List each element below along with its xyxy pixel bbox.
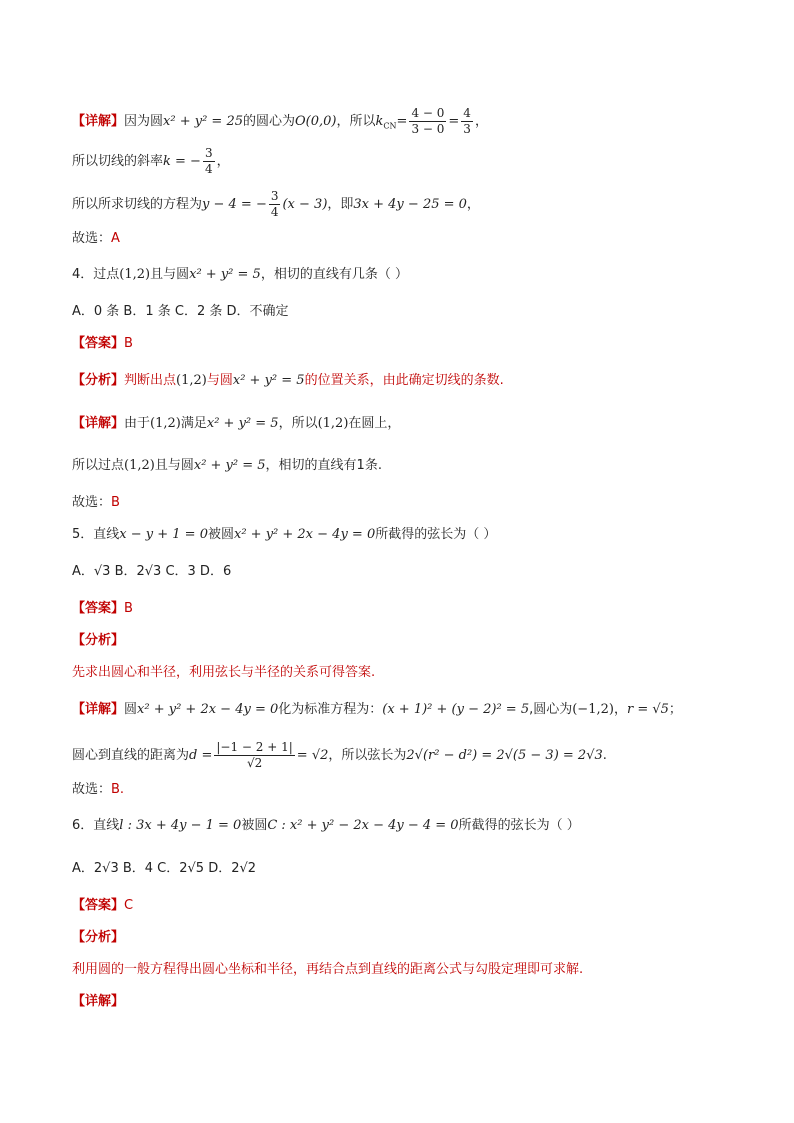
slope-subscript: CN — [383, 121, 397, 131]
standard-equation: (x + 1)² + (y − 2)² = 5 — [382, 702, 530, 717]
text: 故选： — [72, 782, 112, 797]
text: 且与圆 — [150, 267, 190, 282]
text: ，所以弦长为 — [328, 748, 407, 763]
text: ， — [474, 114, 488, 129]
text: ，所以 — [336, 114, 376, 129]
fraction — [461, 106, 473, 137]
text: 圆 — [124, 702, 138, 717]
text: ，相切的直线有几条（ ） — [260, 267, 408, 282]
question-4 — [72, 266, 408, 284]
text: 圆心到直线的距离为 — [72, 748, 190, 763]
text: 在圆上， — [348, 416, 401, 431]
text: ； — [668, 702, 682, 717]
answer-line — [72, 335, 133, 353]
denominator: 4 — [270, 205, 279, 219]
tangent-equation: y − 4 = − — [202, 197, 267, 212]
point: (1,2) — [176, 373, 207, 388]
circle-equation: x² + y² = 5 — [232, 373, 305, 388]
fraction — [269, 189, 281, 220]
denominator: 3 — [463, 122, 471, 136]
question-6-options — [72, 860, 256, 878]
answer-tag: 【答案】 — [72, 601, 125, 616]
text: 被圆 — [241, 818, 268, 833]
text: 因为圆 — [124, 114, 164, 129]
answer-tag: 【答案】 — [72, 336, 125, 351]
text: ，所以 — [278, 416, 318, 431]
detail-line — [72, 701, 682, 719]
numerator: 3 — [204, 146, 213, 160]
text: ，即 — [327, 197, 354, 212]
text: 所截得的弦长为（ ） — [375, 527, 497, 542]
text: ， — [466, 197, 480, 212]
numerator: |−1 − 2 + 1| — [216, 740, 293, 754]
center-point: O(0,0) — [295, 114, 337, 129]
analysis-tag: 【分析】 — [72, 633, 125, 648]
answer-tag: 【答案】 — [72, 898, 125, 913]
point: (1,2) — [150, 416, 181, 431]
circle-equation: x² + y² = 5 — [193, 458, 266, 473]
point: (1,2) — [119, 267, 151, 282]
detail-line — [72, 415, 400, 433]
answer-letter: B — [111, 495, 120, 510]
detail-tag: 【详解】 — [72, 702, 125, 717]
chord-length: 2√(r² − d²) = 2√(5 − 3) = 2√3 — [406, 748, 603, 763]
answer-letter: B — [124, 336, 133, 351]
question-5-options — [72, 563, 231, 581]
distance-value: = √2 — [296, 748, 329, 763]
denominator: √2 — [246, 756, 263, 770]
equals: = — [396, 114, 408, 129]
text: 所截得的弦长为（ ） — [458, 818, 580, 833]
detail-tag: 【详解】 — [72, 994, 125, 1009]
text: 先求出圆心和半径，利用弦长与半径的关系可得答案. — [72, 665, 376, 680]
answer-letter: B. — [111, 782, 125, 797]
answer-letter: A — [111, 231, 120, 246]
choice-line — [72, 781, 124, 799]
line-equation: l : 3x + 4y − 1 = 0 — [119, 818, 242, 833]
point: (1,2) — [124, 458, 155, 473]
text: 5．直线 — [72, 527, 120, 542]
choice-line — [72, 230, 120, 248]
analysis-text — [72, 664, 375, 682]
radius: r = √5 — [626, 702, 669, 717]
detail-tag: 【详解】 — [72, 416, 125, 431]
options-text: A．2√3 B．4 C．2√5 D．2√2 — [72, 861, 257, 876]
equals: = — [448, 114, 460, 129]
text: 4．过点 — [72, 267, 120, 282]
point: (1,2) — [317, 416, 349, 431]
tangent-equation-part: (x − 3) — [282, 197, 328, 212]
choice-line — [72, 494, 120, 512]
text: 由于 — [124, 416, 151, 431]
center-point: (−1,2) — [572, 702, 614, 717]
circle-equation: x² + y² = 5 — [189, 267, 261, 282]
answer-letter: C — [124, 898, 134, 913]
answer-line — [72, 897, 133, 915]
text: 被圆 — [207, 527, 234, 542]
analysis-tag: 【分析】 — [72, 930, 125, 945]
denominator: 3 − 0 — [411, 122, 445, 136]
fraction — [214, 740, 294, 771]
analysis-tag: 【分析】 — [72, 373, 125, 388]
analysis-line — [72, 372, 504, 390]
text: ,圆心为 — [529, 702, 573, 717]
solution-line-1 — [72, 106, 488, 137]
text: 所以切线的斜率 — [72, 154, 164, 169]
text: 利用圆的一般方程得出圆心坐标和半径，再结合点到直线的距离公式与勾股定理即可求解. — [72, 962, 584, 977]
answer-line — [72, 600, 133, 618]
text: . — [602, 748, 607, 763]
question-6 — [72, 817, 580, 835]
denominator: 4 — [204, 162, 213, 176]
slope-expression: k = − — [163, 154, 201, 169]
analysis-line — [72, 632, 124, 650]
tangent-line-equation: 3x + 4y − 25 = 0 — [353, 197, 467, 212]
question-5 — [72, 526, 496, 544]
text: 故选： — [72, 231, 112, 246]
text: 与圆 — [206, 373, 233, 388]
question-4-options — [72, 303, 289, 321]
text: 化为标准方程为： — [278, 702, 383, 717]
text: 且与圆 — [154, 458, 194, 473]
distance-symbol: d = — [189, 748, 213, 763]
circle-equation: x² + y² = 5 — [206, 416, 279, 431]
solution-line-2 — [72, 146, 230, 177]
solution-line-3 — [72, 189, 480, 220]
text: 的位置关系，由此确定切线的条数. — [304, 373, 504, 388]
text: 所以所求切线的方程为 — [72, 197, 203, 212]
text: ，相切的直线有1条. — [265, 458, 382, 473]
text: 6．直线 — [72, 818, 120, 833]
text: ， — [613, 702, 627, 717]
analysis-line — [72, 929, 124, 947]
line-equation: x − y + 1 = 0 — [119, 527, 208, 542]
fraction — [409, 106, 446, 137]
detail-line-2 — [72, 740, 607, 771]
numerator: 4 — [463, 106, 471, 120]
detail-line-2 — [72, 457, 382, 475]
circle-equation: C : x² + y² − 2x − 4y − 4 = 0 — [267, 818, 459, 833]
text: 的圆心为 — [243, 114, 296, 129]
circle-equation: x² + y² + 2x − 4y = 0 — [234, 527, 376, 542]
slope-symbol: k — [375, 114, 384, 129]
answer-letter: B — [124, 601, 133, 616]
fraction — [203, 146, 215, 177]
text: 故选： — [72, 495, 112, 510]
detail-tag: 【详解】 — [72, 114, 125, 129]
text: ， — [216, 154, 230, 169]
numerator: 4 − 0 — [411, 106, 445, 120]
analysis-text — [72, 961, 583, 979]
circle-equation: x² + y² = 25 — [163, 114, 243, 129]
options-text: A．0 条 B．1 条 C．2 条 D．不确定 — [72, 304, 289, 319]
text: 满足 — [180, 416, 207, 431]
detail-line — [72, 993, 124, 1011]
text: 判断出点 — [124, 373, 177, 388]
numerator: 3 — [270, 189, 279, 203]
options-text: A．√3 B．2√3 C．3 D．6 — [72, 564, 232, 579]
circle-equation: x² + y² + 2x − 4y = 0 — [137, 702, 279, 717]
text: 所以过点 — [72, 458, 125, 473]
